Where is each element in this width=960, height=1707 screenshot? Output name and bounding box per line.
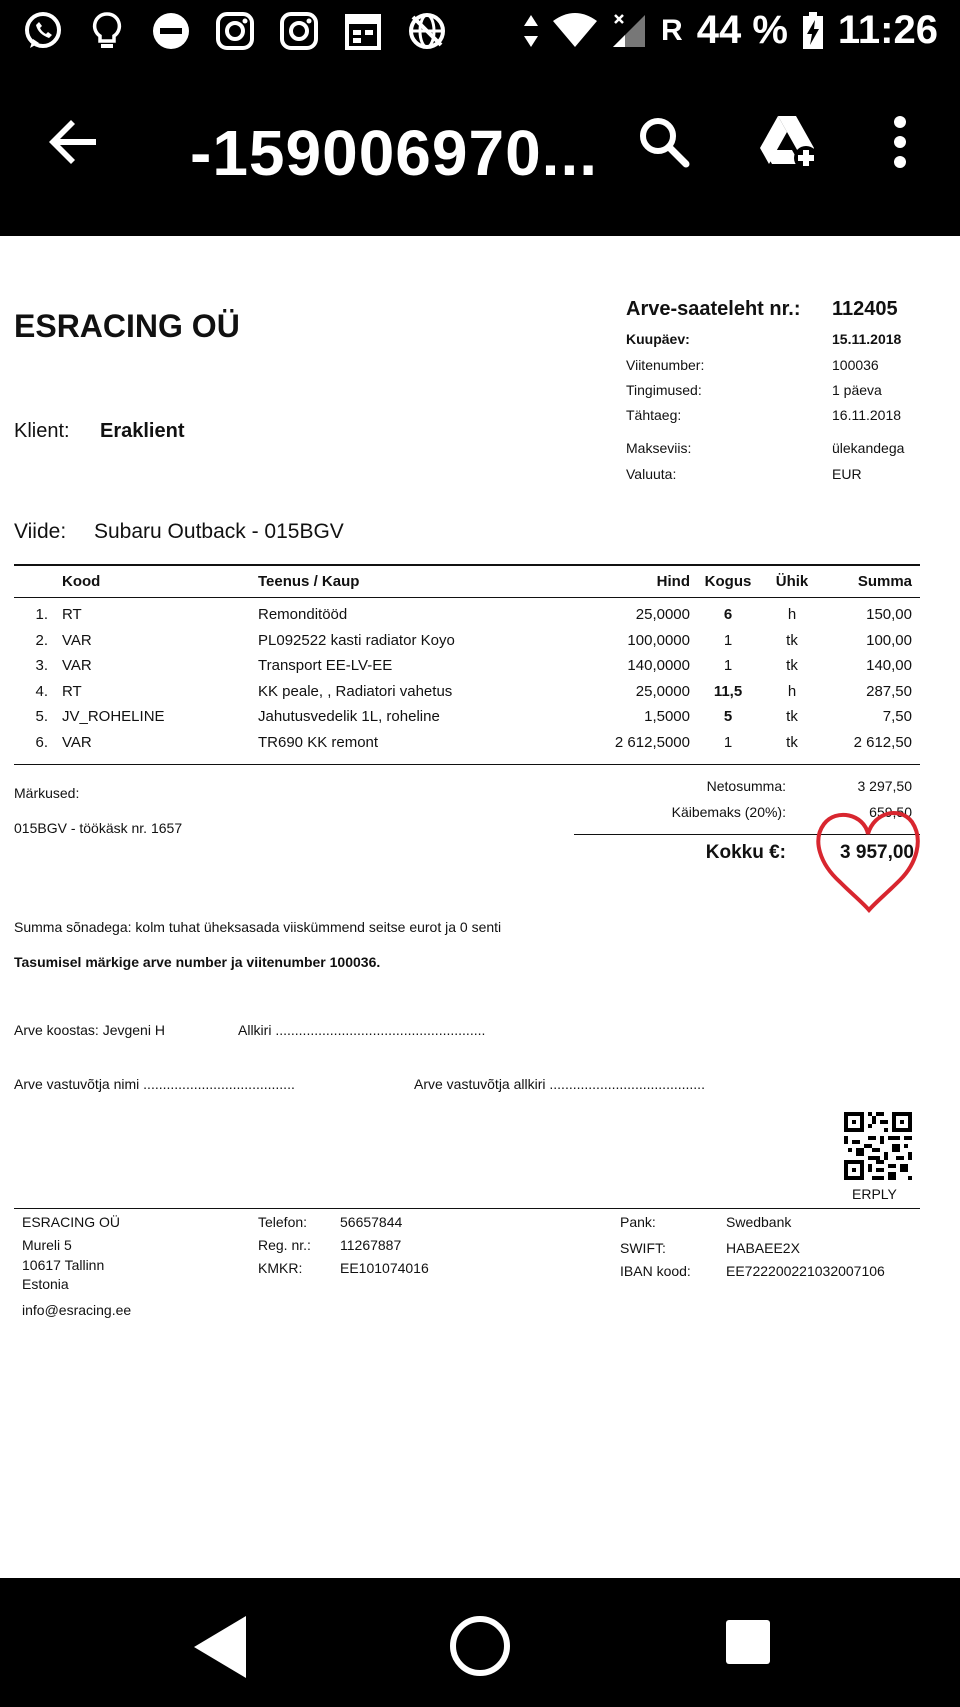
row-qty: 11,5 [713, 682, 743, 700]
total-label: Kokku €: [705, 842, 786, 863]
row-qty: 1 [723, 657, 733, 674]
row-n: 1. [35, 606, 48, 623]
footer-value: HABAEE2X [726, 1240, 800, 1256]
row-qty: 5 [723, 708, 733, 725]
column-header: Teenus / Kaup [258, 573, 360, 590]
footer-value: Swedbank [726, 1214, 792, 1230]
app-bar [0, 68, 960, 236]
row-desc: Jahutusvedelik 1L, roheline [258, 708, 440, 725]
row-unit: h [787, 682, 797, 700]
qr-code-icon [844, 1112, 912, 1180]
footer-value: 56657844 [340, 1214, 403, 1230]
do-not-disturb-icon [150, 10, 192, 52]
signature-line: Allkiri ...................................................... [238, 1022, 486, 1038]
row-unit: tk [786, 733, 798, 751]
hand-drawn-heart-icon [812, 806, 924, 914]
footer-value: EE101074016 [340, 1260, 429, 1276]
row-sum: 7,50 [882, 708, 912, 725]
footer-label: Telefon: [258, 1214, 308, 1230]
row-sum: 2 612,50 [853, 733, 912, 751]
calendar-icon [342, 10, 384, 52]
notes-text: 015BGV - töökäsk nr. 1657 [14, 820, 183, 836]
notes-label: Märkused: [14, 785, 80, 801]
clock: 11:26 [837, 8, 938, 52]
search-icon[interactable] [636, 114, 692, 170]
meta-value: ülekandega [832, 440, 905, 456]
nav-recents-icon[interactable] [726, 1620, 770, 1664]
amount-in-words: Summa sõnadega: kolm tuhat üheksasada viiskümmend seitse eurot ja 0 senti [14, 919, 502, 935]
table-top-rule [14, 564, 920, 566]
row-code: VAR [62, 733, 92, 751]
client-label: Klient: [14, 420, 70, 442]
network-type: R [661, 13, 683, 47]
document-title: -159006970... [190, 117, 598, 189]
meta-value: EUR [832, 466, 862, 482]
footer-label: Reg. nr.: [258, 1237, 311, 1253]
nav-home-icon[interactable] [448, 1614, 512, 1678]
meta-label: Viitenumber: [626, 357, 705, 373]
battery-percent: 44 % [696, 8, 788, 52]
more-options-icon[interactable] [880, 112, 920, 172]
receiver-signature-line: Arve vastuvõtja allkiri ........................................ [414, 1076, 705, 1092]
lightbulb-icon [86, 10, 128, 52]
row-n: 5. [35, 708, 48, 725]
row-n: 3. [35, 657, 48, 674]
data-arrows-icon [523, 13, 539, 49]
footer-country: Estonia [22, 1276, 69, 1292]
nav-back-icon[interactable] [190, 1612, 250, 1682]
doc-label: Arve-saateleht nr.: [626, 298, 801, 320]
row-sum: 287,50 [866, 682, 912, 700]
row-n: 4. [35, 682, 48, 700]
meta-label: Tähtaeg: [626, 407, 682, 423]
footer-label: IBAN kood: [620, 1263, 691, 1279]
row-desc: KK peale, , Radiatori vahetus [258, 682, 453, 700]
row-sum: 100,00 [866, 631, 912, 649]
net-value: 3 297,50 [857, 778, 912, 794]
row-price: 1,5000 [644, 708, 690, 725]
reference-value: Subaru Outback - 015BGV [94, 520, 344, 543]
footer-street: Mureli 5 [22, 1237, 72, 1253]
footer-email: info@esracing.ee [22, 1302, 132, 1318]
status-bar [0, 0, 960, 68]
doc-number: 112405 [832, 298, 898, 320]
vat-value: 659,50 [869, 804, 912, 820]
meta-label: Kuupäev: [626, 331, 690, 347]
footer-company: ESRACING OÜ [22, 1214, 121, 1230]
row-sum: 150,00 [866, 606, 912, 623]
client-name: Eraklient [100, 420, 185, 442]
row-price: 140,0000 [627, 657, 690, 674]
row-code: RT [62, 682, 82, 700]
row-desc: Remonditööd [258, 606, 348, 623]
row-desc: Transport EE-LV-EE [258, 657, 393, 674]
instagram-icon [278, 10, 320, 52]
column-header: Ühik [775, 573, 809, 590]
total-value: 3 957,00 [840, 842, 914, 863]
row-price: 100,0000 [627, 631, 690, 649]
table-bottom-rule [14, 764, 920, 765]
row-qty: 6 [723, 606, 733, 623]
vat-label: Käibemaks (20%): [671, 804, 786, 820]
footer-label: SWIFT: [620, 1240, 666, 1256]
column-header: Summa [857, 573, 912, 590]
table-header-rule [14, 597, 920, 598]
row-unit: h [787, 606, 797, 623]
row-code: RT [62, 606, 82, 623]
net-label: Netosumma: [706, 778, 786, 794]
payment-note: Tasumisel märkige arve number ja viitenumber 100036. [14, 954, 381, 970]
row-price: 25,0000 [635, 682, 690, 700]
meta-label: Tingimused: [626, 382, 702, 398]
row-desc: TR690 KK remont [258, 733, 379, 751]
footer-rule [14, 1208, 920, 1209]
whatsapp-icon [22, 10, 64, 52]
prepared-by: Arve koostas: Jevgeni H [14, 1022, 165, 1038]
receiver-name-line: Arve vastuvõtja nimi ....................................... [14, 1076, 295, 1092]
row-code: VAR [62, 657, 92, 674]
row-unit: tk [786, 708, 798, 725]
footer-value: 11267887 [340, 1237, 402, 1253]
row-unit: tk [786, 631, 798, 649]
row-unit: tk [786, 657, 798, 674]
row-qty: 1 [723, 631, 733, 649]
footer-city: 10617 Tallinn [22, 1257, 105, 1273]
invoice-page [0, 236, 960, 1578]
qr-provider-label: ERPLY [852, 1186, 897, 1202]
navigation-bar [0, 1578, 960, 1707]
footer-label: KMKR: [258, 1260, 303, 1276]
row-price: 2 612,5000 [614, 733, 690, 751]
company-name: ESRACING OÜ [14, 308, 240, 344]
instagram-icon [214, 10, 256, 52]
column-header: Hind [656, 573, 690, 590]
add-to-drive-icon[interactable] [756, 112, 820, 172]
meta-value: 1 päeva [832, 382, 882, 398]
no-data-globe-icon [406, 10, 448, 52]
column-header: Kogus [704, 573, 752, 590]
meta-value: 15.11.2018 [832, 331, 902, 347]
wifi-icon [553, 13, 597, 49]
row-desc: PL092522 kasti radiator Koyo [258, 631, 455, 649]
signal-icon [611, 13, 647, 49]
row-n: 6. [35, 733, 48, 751]
row-code: VAR [62, 631, 92, 649]
footer-label: Pank: [620, 1214, 656, 1230]
reference-label: Viide: [14, 520, 67, 543]
footer-value: EE722200221032007106 [726, 1263, 885, 1279]
row-qty: 1 [723, 733, 733, 751]
row-sum: 140,00 [866, 657, 912, 674]
meta-value: 16.11.2018 [832, 407, 902, 423]
meta-label: Makseviis: [626, 440, 692, 456]
back-arrow-icon[interactable] [44, 112, 104, 172]
meta-label: Valuuta: [626, 466, 677, 482]
row-n: 2. [35, 631, 48, 649]
row-code: JV_ROHELINE [62, 708, 165, 725]
column-header: Kood [62, 573, 101, 590]
battery-charging-icon [802, 12, 824, 50]
meta-value: 100036 [832, 357, 879, 373]
row-price: 25,0000 [635, 606, 690, 623]
